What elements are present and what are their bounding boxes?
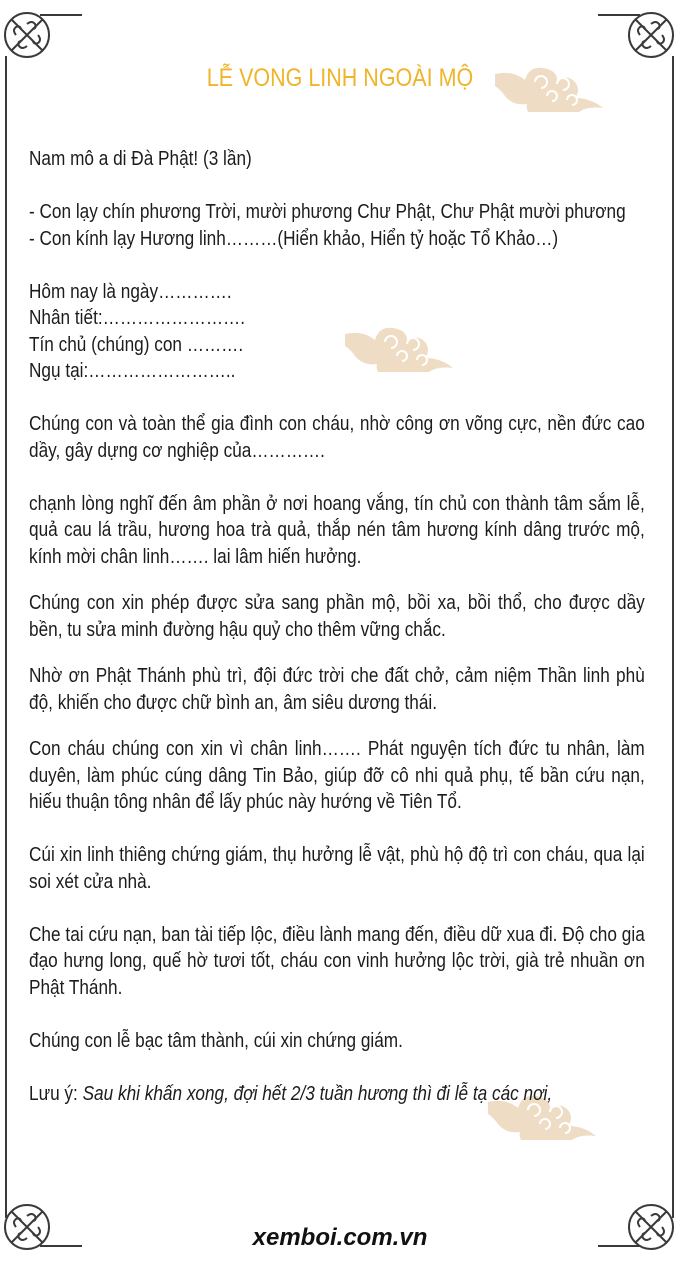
paragraph-5: Con cháu chúng con xin vì chân linh……. Phát nguyện tích đức tu nhân, làm duyên, làm phúc cúng dâng Tin Bảo, giúp đỡ cô nhi quả phụ, tế bần cứu nạn, hiếu thuận tông nhân để lấy phúc này hướng về Tiên Tổ. [29, 738, 645, 813]
watermark: xemboi.com.vn [252, 1224, 428, 1251]
paragraph-8: Chúng con lễ bạc tâm thành, cúi xin chứng giám. [29, 1029, 403, 1052]
residence-line: Ngụ tại:…………………….. [29, 360, 236, 382]
knot-ornament-icon [626, 10, 676, 60]
paragraph-3: Chúng con xin phép được sửa sang phần mộ, bồi xa, bồi thổ, cho được dầy bền, tu sửa minh đường hậu quỷ cho thêm vững chắc. [29, 592, 645, 641]
paragraph-6: Cúi xin linh thiêng chứng giám, thụ hưởng lễ vật, phù hộ độ trì con cháu, qua lại soi xét cửa nhà. [29, 844, 645, 893]
prayer-text [29, 146, 645, 1107]
page-title: LỄ VONG LINH NGOÀI MỘ [206, 64, 474, 92]
note-text: Sau khi khấn xong, đợi hết 2/3 tuần hương thì đi lễ tạ các nơi, [82, 1082, 553, 1105]
bow-line-1: - Con lạy chín phương Trời, mười phương Chư Phật, Chư Phật mười phương [29, 201, 626, 223]
frame-right-line [672, 56, 674, 1218]
occasion-line: Nhân tiết:……………………. [29, 307, 246, 329]
date-line: Hôm nay là ngày…………. [29, 280, 232, 303]
paragraph-7: Che tai cứu nạn, ban tài tiếp lộc, điều lành mang đến, điều dữ xua đi. Độ cho gia đạo hưng long, quế hờ tươi tốt, cháu con vinh hưởng lộc trời, già trẻ nhuần ơn Phật Thánh. [29, 923, 645, 999]
note-label: Lưu ý: [29, 1082, 83, 1105]
note [29, 1081, 645, 1108]
devotee-line: Tín chủ (chúng) con ………. [29, 333, 244, 356]
invocation-line: Nam mô a di Đà Phật! (3 lần) [29, 148, 252, 170]
paragraph-4: Nhờ ơn Phật Thánh phù trì, đội đức trời che đất chở, cảm niệm Thần linh phù độ, khiến cho được chữ bình an, âm siêu dương thái. [29, 665, 645, 714]
paragraph-1: Chúng con và toàn thể gia đình con cháu, nhờ công ơn võng cực, nền đức cao dầy, gây dựng cơ nghiệp của…………. [29, 413, 645, 462]
frame-left-line [5, 56, 7, 1218]
bow-line-2: - Con kính lạy Hương linh………(Hiển khảo, Hiển tỷ hoặc Tổ Khảo…) [29, 227, 559, 250]
knot-ornament-icon [2, 10, 52, 60]
paragraph-2: chạnh lòng nghĩ đến âm phần ở nơi hoang vắng, tín chủ con thành tâm sắm lễ, quả cau lá trầu, hương hoa trà quả, thắp nén tâm hương kính dâng trước mộ, kính mời chân linh……. lai lâm hiến hưởng. [29, 492, 645, 568]
